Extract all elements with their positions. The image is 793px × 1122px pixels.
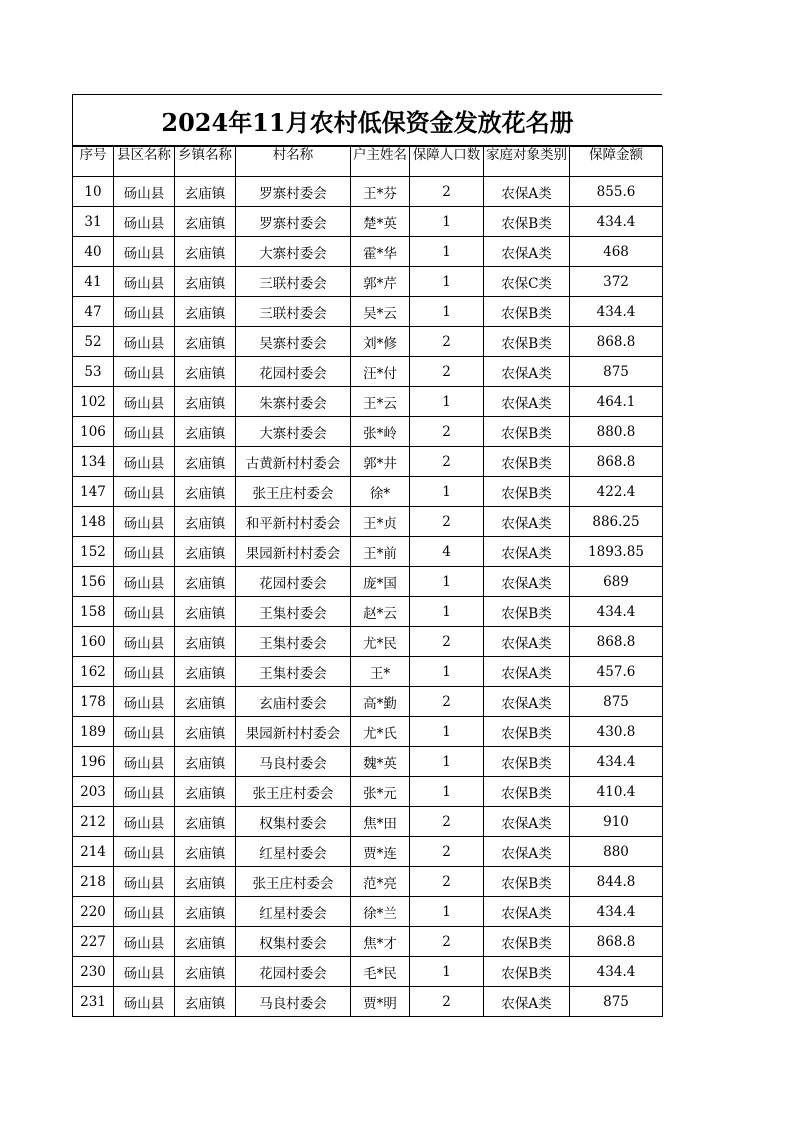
amount-cell: 434.4 [570,207,663,237]
row-index-cell: 220 [73,897,114,927]
header-cell: 家庭对象类别 [484,147,570,177]
village-cell: 马良村委会 [236,987,351,1017]
population-cell: 2 [410,987,484,1017]
population-cell: 1 [410,777,484,807]
population-cell: 1 [410,297,484,327]
village-cell: 张王庄村委会 [236,777,351,807]
town-cell: 玄庙镇 [175,537,236,567]
category-cell: 农保B类 [484,717,570,747]
population-cell: 2 [410,687,484,717]
householder-cell: 徐*兰 [351,897,410,927]
row-index-cell: 41 [73,267,114,297]
table-row [73,927,663,957]
table-row [73,987,663,1017]
population-cell: 2 [410,417,484,447]
amount-cell: 844.8 [570,867,663,897]
table-row [73,717,663,747]
county-cell: 砀山县 [114,387,175,417]
row-index-cell: 134 [73,447,114,477]
county-cell: 砀山县 [114,237,175,267]
category-cell: 农保A类 [484,567,570,597]
row-index-cell: 160 [73,627,114,657]
row-index-cell: 178 [73,687,114,717]
town-cell: 玄庙镇 [175,717,236,747]
population-cell: 4 [410,537,484,567]
county-cell: 砀山县 [114,657,175,687]
householder-cell: 王*前 [351,537,410,567]
county-cell: 砀山县 [114,537,175,567]
householder-cell: 王*云 [351,387,410,417]
town-cell: 玄庙镇 [175,387,236,417]
village-cell: 大寨村委会 [236,237,351,267]
village-cell: 玄庙村委会 [236,687,351,717]
category-cell: 农保B类 [484,447,570,477]
householder-cell: 吴*云 [351,297,410,327]
town-cell: 玄庙镇 [175,567,236,597]
village-cell: 果园新村村委会 [236,717,351,747]
county-cell: 砀山县 [114,837,175,867]
category-cell: 农保A类 [484,627,570,657]
category-cell: 农保B类 [484,747,570,777]
village-cell: 古黄新村村委会 [236,447,351,477]
row-index-cell: 47 [73,297,114,327]
population-cell: 2 [410,177,484,207]
amount-cell: 880.8 [570,417,663,447]
county-cell: 砀山县 [114,807,175,837]
row-index-cell: 196 [73,747,114,777]
householder-cell: 贾*明 [351,987,410,1017]
category-cell: 农保B类 [484,477,570,507]
county-cell: 砀山县 [114,327,175,357]
amount-cell: 868.8 [570,627,663,657]
population-cell: 1 [410,597,484,627]
householder-cell: 焦*田 [351,807,410,837]
population-cell: 1 [410,717,484,747]
county-cell: 砀山县 [114,627,175,657]
village-cell: 花园村委会 [236,357,351,387]
amount-cell: 875 [570,357,663,387]
householder-cell: 贾*连 [351,837,410,867]
population-cell: 2 [410,867,484,897]
town-cell: 玄庙镇 [175,297,236,327]
county-cell: 砀山县 [114,747,175,777]
town-cell: 玄庙镇 [175,237,236,267]
amount-cell: 434.4 [570,957,663,987]
header-row [73,147,663,177]
header-cell: 保障人口数 [410,147,484,177]
amount-cell: 434.4 [570,747,663,777]
village-cell: 张王庄村委会 [236,867,351,897]
householder-cell: 焦*才 [351,927,410,957]
row-index-cell: 218 [73,867,114,897]
town-cell: 玄庙镇 [175,417,236,447]
header-cell: 乡镇名称 [175,147,236,177]
householder-cell: 郭*芹 [351,267,410,297]
table-row [73,687,663,717]
amount-cell: 457.6 [570,657,663,687]
county-cell: 砀山县 [114,357,175,387]
village-cell: 大寨村委会 [236,417,351,447]
village-cell: 张王庄村委会 [236,477,351,507]
row-index-cell: 10 [73,177,114,207]
householder-cell: 张*岭 [351,417,410,447]
amount-cell: 875 [570,687,663,717]
town-cell: 玄庙镇 [175,687,236,717]
category-cell: 农保A类 [484,687,570,717]
category-cell: 农保A类 [484,897,570,927]
county-cell: 砀山县 [114,477,175,507]
table-row [73,537,663,567]
amount-cell: 875 [570,987,663,1017]
population-cell: 2 [410,807,484,837]
county-cell: 砀山县 [114,177,175,207]
row-index-cell: 40 [73,237,114,267]
category-cell: 农保A类 [484,987,570,1017]
roster-table [72,146,663,1017]
county-cell: 砀山县 [114,447,175,477]
row-index-cell: 52 [73,327,114,357]
town-cell: 玄庙镇 [175,267,236,297]
row-index-cell: 214 [73,837,114,867]
category-cell: 农保A类 [484,657,570,687]
town-cell: 玄庙镇 [175,927,236,957]
table-row [73,807,663,837]
town-cell: 玄庙镇 [175,177,236,207]
category-cell: 农保B类 [484,777,570,807]
town-cell: 玄庙镇 [175,657,236,687]
category-cell: 农保B类 [484,417,570,447]
town-cell: 玄庙镇 [175,507,236,537]
row-index-cell: 227 [73,927,114,957]
county-cell: 砀山县 [114,927,175,957]
amount-cell: 434.4 [570,897,663,927]
householder-cell: 赵*云 [351,597,410,627]
town-cell: 玄庙镇 [175,837,236,867]
village-cell: 王集村委会 [236,657,351,687]
population-cell: 1 [410,267,484,297]
table-row [73,777,663,807]
amount-cell: 422.4 [570,477,663,507]
table-row [73,567,663,597]
village-cell: 罗寨村委会 [236,207,351,237]
county-cell: 砀山县 [114,687,175,717]
category-cell: 农保A类 [484,387,570,417]
town-cell: 玄庙镇 [175,867,236,897]
householder-cell: 刘*修 [351,327,410,357]
row-index-cell: 212 [73,807,114,837]
householder-cell: 楚*英 [351,207,410,237]
county-cell: 砀山县 [114,957,175,987]
town-cell: 玄庙镇 [175,357,236,387]
header-cell: 保障金额 [570,147,663,177]
amount-cell: 868.8 [570,447,663,477]
table-row [73,897,663,927]
table-row [73,387,663,417]
town-cell: 玄庙镇 [175,987,236,1017]
table-row [73,207,663,237]
table-row [73,507,663,537]
table-row [73,417,663,447]
table-row [73,297,663,327]
amount-cell: 372 [570,267,663,297]
village-cell: 三联村委会 [236,297,351,327]
county-cell: 砀山县 [114,867,175,897]
county-cell: 砀山县 [114,507,175,537]
county-cell: 砀山县 [114,297,175,327]
householder-cell: 毛*民 [351,957,410,987]
sheet-title: 2024年11月农村低保资金发放花名册 [72,94,662,146]
table-row [73,327,663,357]
row-index-cell: 189 [73,717,114,747]
category-cell: 农保A类 [484,807,570,837]
table-row [73,837,663,867]
population-cell: 1 [410,567,484,597]
table-row [73,267,663,297]
row-index-cell: 102 [73,387,114,417]
county-cell: 砀山县 [114,267,175,297]
table-header [73,147,663,177]
village-cell: 红星村委会 [236,897,351,927]
village-cell: 罗寨村委会 [236,177,351,207]
amount-cell: 464.1 [570,387,663,417]
county-cell: 砀山县 [114,597,175,627]
population-cell: 1 [410,237,484,267]
row-index-cell: 152 [73,537,114,567]
category-cell: 农保B类 [484,597,570,627]
table-row [73,177,663,207]
amount-cell: 468 [570,237,663,267]
row-index-cell: 31 [73,207,114,237]
county-cell: 砀山县 [114,987,175,1017]
householder-cell: 魏*英 [351,747,410,777]
population-cell: 2 [410,627,484,657]
row-index-cell: 106 [73,417,114,447]
county-cell: 砀山县 [114,417,175,447]
roster-sheet [72,94,662,1017]
category-cell: 农保B类 [484,207,570,237]
town-cell: 玄庙镇 [175,777,236,807]
householder-cell: 高*勤 [351,687,410,717]
county-cell: 砀山县 [114,897,175,927]
town-cell: 玄庙镇 [175,897,236,927]
county-cell: 砀山县 [114,567,175,597]
amount-cell: 868.8 [570,927,663,957]
row-index-cell: 158 [73,597,114,627]
row-index-cell: 203 [73,777,114,807]
householder-cell: 范*亮 [351,867,410,897]
table-row [73,597,663,627]
header-cell: 序号 [73,147,114,177]
village-cell: 朱寨村委会 [236,387,351,417]
category-cell: 农保B类 [484,327,570,357]
population-cell: 2 [410,447,484,477]
row-index-cell: 147 [73,477,114,507]
row-index-cell: 53 [73,357,114,387]
population-cell: 2 [410,327,484,357]
population-cell: 1 [410,657,484,687]
county-cell: 砀山县 [114,207,175,237]
population-cell: 1 [410,747,484,777]
population-cell: 2 [410,927,484,957]
population-cell: 1 [410,387,484,417]
category-cell: 农保C类 [484,267,570,297]
householder-cell: 王*芬 [351,177,410,207]
category-cell: 农保A类 [484,177,570,207]
table-row [73,957,663,987]
town-cell: 玄庙镇 [175,447,236,477]
householder-cell: 王* [351,657,410,687]
row-index-cell: 231 [73,987,114,1017]
category-cell: 农保B类 [484,297,570,327]
table-row [73,237,663,267]
header-cell: 县区名称 [114,147,175,177]
header-cell: 村名称 [236,147,351,177]
village-cell: 果园新村村委会 [236,537,351,567]
amount-cell: 1893.85 [570,537,663,567]
amount-cell: 410.4 [570,777,663,807]
householder-cell: 王*贞 [351,507,410,537]
town-cell: 玄庙镇 [175,807,236,837]
header-cell: 户主姓名 [351,147,410,177]
householder-cell: 汪*付 [351,357,410,387]
table-row [73,357,663,387]
town-cell: 玄庙镇 [175,627,236,657]
table-row [73,657,663,687]
householder-cell: 郭*井 [351,447,410,477]
amount-cell: 434.4 [570,597,663,627]
village-cell: 三联村委会 [236,267,351,297]
table-row [73,747,663,777]
table-row [73,867,663,897]
population-cell: 2 [410,837,484,867]
population-cell: 1 [410,207,484,237]
village-cell: 王集村委会 [236,627,351,657]
village-cell: 权集村委会 [236,807,351,837]
householder-cell: 张*元 [351,777,410,807]
town-cell: 玄庙镇 [175,207,236,237]
village-cell: 红星村委会 [236,837,351,867]
householder-cell: 尤*氏 [351,717,410,747]
village-cell: 花园村委会 [236,957,351,987]
amount-cell: 689 [570,567,663,597]
row-index-cell: 156 [73,567,114,597]
population-cell: 2 [410,507,484,537]
row-index-cell: 162 [73,657,114,687]
row-index-cell: 230 [73,957,114,987]
town-cell: 玄庙镇 [175,597,236,627]
amount-cell: 430.8 [570,717,663,747]
amount-cell: 868.8 [570,327,663,357]
town-cell: 玄庙镇 [175,327,236,357]
table-row [73,477,663,507]
population-cell: 1 [410,957,484,987]
village-cell: 花园村委会 [236,567,351,597]
amount-cell: 855.6 [570,177,663,207]
amount-cell: 886.25 [570,507,663,537]
village-cell: 吴寨村委会 [236,327,351,357]
population-cell: 1 [410,897,484,927]
population-cell: 1 [410,477,484,507]
amount-cell: 434.4 [570,297,663,327]
category-cell: 农保A类 [484,837,570,867]
category-cell: 农保A类 [484,237,570,267]
village-cell: 王集村委会 [236,597,351,627]
amount-cell: 880 [570,837,663,867]
householder-cell: 徐* [351,477,410,507]
county-cell: 砀山县 [114,777,175,807]
row-index-cell: 148 [73,507,114,537]
town-cell: 玄庙镇 [175,957,236,987]
table-body [73,177,663,1017]
village-cell: 马良村委会 [236,747,351,777]
category-cell: 农保B类 [484,957,570,987]
category-cell: 农保A类 [484,357,570,387]
town-cell: 玄庙镇 [175,747,236,777]
householder-cell: 尤*民 [351,627,410,657]
town-cell: 玄庙镇 [175,477,236,507]
county-cell: 砀山县 [114,717,175,747]
householder-cell: 庞*国 [351,567,410,597]
village-cell: 权集村委会 [236,927,351,957]
table-row [73,447,663,477]
category-cell: 农保B类 [484,867,570,897]
householder-cell: 霍*华 [351,237,410,267]
category-cell: 农保B类 [484,927,570,957]
category-cell: 农保A类 [484,507,570,537]
amount-cell: 910 [570,807,663,837]
category-cell: 农保A类 [484,537,570,567]
table-row [73,627,663,657]
village-cell: 和平新村村委会 [236,507,351,537]
population-cell: 2 [410,357,484,387]
